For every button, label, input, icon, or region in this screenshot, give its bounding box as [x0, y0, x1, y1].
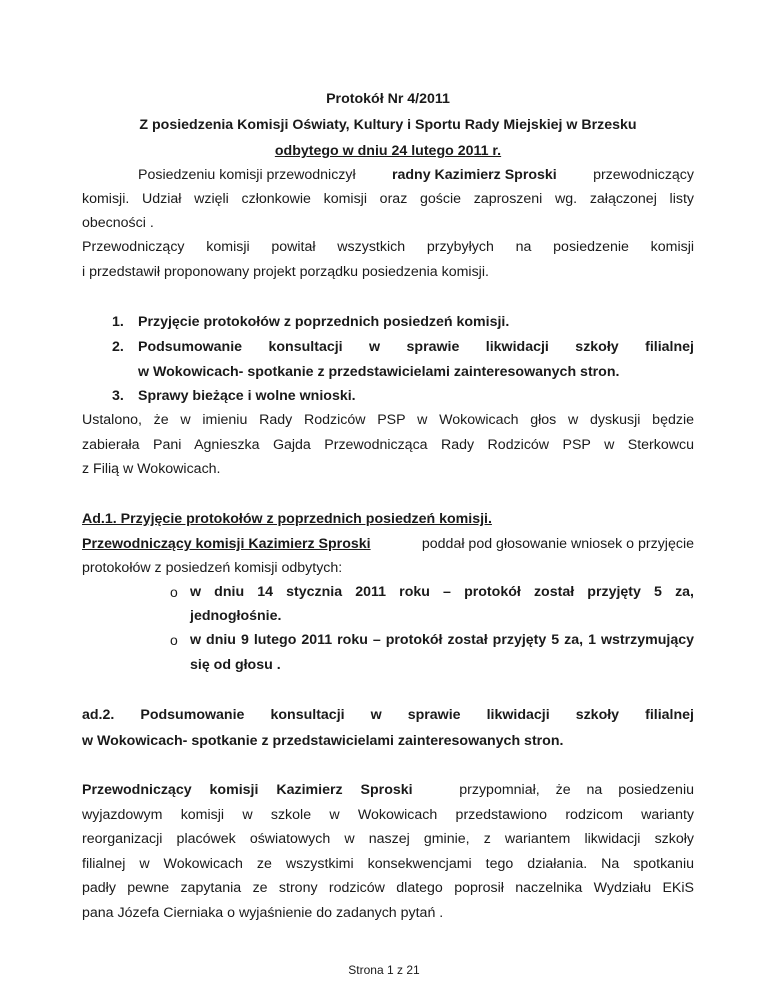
ad2-chair-name: Przewodniczący komisji Kazimierz Sproski [82, 782, 413, 798]
intro-text-c: przewodniczący [593, 167, 694, 183]
ad2-line-4: filialnej w Wokowicach ze wszystkimi konsekwencjami tego działania. Na spotkaniu [82, 856, 694, 872]
ad1-bullet-2-cont: się od głosu . [190, 657, 281, 673]
intro-line-1 [138, 165, 694, 185]
agenda-item-2: Podsumowanie konsultacji w sprawie likwidacji szkoły filialnej [138, 339, 694, 355]
agenda-number-1: 1. [112, 314, 124, 330]
ad1-bullet-1-cont: jednogłośnie. [190, 608, 282, 624]
ad2-heading: ad.2. Podsumowanie konsultacji w sprawie likwidacji szkoły filialnej [82, 707, 694, 723]
chair-name: radny Kazimierz Sproski [391, 167, 557, 183]
agenda-number-3: 3. [112, 388, 124, 404]
agenda-item-1: Przyjęcie protokołów z poprzednich posiedzeń komisji. [138, 314, 510, 330]
ad2-heading-cont: w Wokowicach- spotkanie z przedstawicielami zainteresowanych stron. [82, 733, 564, 749]
ad2-line-2: wyjazdowym komisji w szkole w Wokowicach przedstawiono rodzicom warianty [82, 807, 694, 823]
intro-line-3: obecności . [82, 215, 154, 231]
ad2-line-6: pana Józefa Cierniaka o wyjaśnienie do zadanych pytań . [82, 905, 444, 921]
document-subtitle: Z posiedzenia Komisji Oświaty, Kultury i Sportu Rady Miejskiej w Brzesku [139, 117, 637, 133]
ad1-line-2: protokołów z posiedzeń komisji odbytych: [82, 560, 343, 576]
ad1-bullet-2: w dniu 9 lutego 2011 roku – protokół został przyjęty 5 za, 1 wstrzymujący [190, 632, 694, 648]
agenda-item-3: Sprawy bieżące i wolne wnioski. [138, 388, 356, 404]
intro-line-4: Przewodniczący komisji powitał wszystkich przybyłych na posiedzenie komisji [82, 239, 694, 255]
page-number: Strona 1 z 21 [348, 963, 420, 977]
arrangement-line-1: Ustalono, że w imieniu Rady Rodziców PSP w Wokowicach głos w dyskusji będzie [82, 412, 694, 428]
ad2-line-1 [82, 780, 694, 800]
bullet-icon: o [170, 632, 178, 648]
agenda-number-2: 2. [112, 339, 124, 355]
ad1-heading: Ad.1. Przyjęcie protokołów z poprzednich posiedzeń komisji. [82, 511, 492, 527]
document-date [82, 141, 694, 161]
ad2-line-3: reorganizacji placówek oświatowych w naszej gminie, z wariantem likwidacji szkoły [82, 831, 694, 847]
intro-line-2: komisji. Udział wzięli członkowie komisji oraz goście zaproszeni wg. załączonej listy [82, 191, 694, 207]
ad2-line-5: padły pewne zapytania ze strony rodziców dlatego poprosił naczelnika Wydziału EKiS [82, 880, 694, 896]
ad1-chair-name: Przewodniczący komisji Kazimierz Sproski [82, 536, 371, 552]
date-line: odbytego w dniu 24 lutego 2011 r. [274, 143, 502, 159]
bullet-icon: o [170, 584, 178, 600]
ad1-line-1-rest: poddał pod głosowanie wniosek o przyjęcie [421, 536, 694, 552]
ad1-line-1 [82, 534, 694, 554]
document-title: Protokół Nr 4/2011 [326, 91, 450, 107]
arrangement-line-3: z Filią w Wokowicach. [82, 461, 221, 477]
ad2-line-1-rest: przypomniał, że na posiedzeniu [459, 782, 694, 798]
agenda-item-2-cont: w Wokowicach- spotkanie z przedstawicielami zainteresowanych stron. [138, 364, 620, 380]
arrangement-line-2: zabierała Pani Agnieszka Gajda Przewodnicząca Rady Rodziców PSP w Sterkowcu [82, 437, 694, 453]
intro-line-5: i przedstawił proponowany projekt porządku posiedzenia komisji. [82, 264, 489, 280]
intro-text-a: Posiedzeniu komisji przewodniczył [138, 167, 356, 183]
ad1-bullet-1: w dniu 14 stycznia 2011 roku – protokół został przyjęty 5 za, [190, 584, 694, 600]
